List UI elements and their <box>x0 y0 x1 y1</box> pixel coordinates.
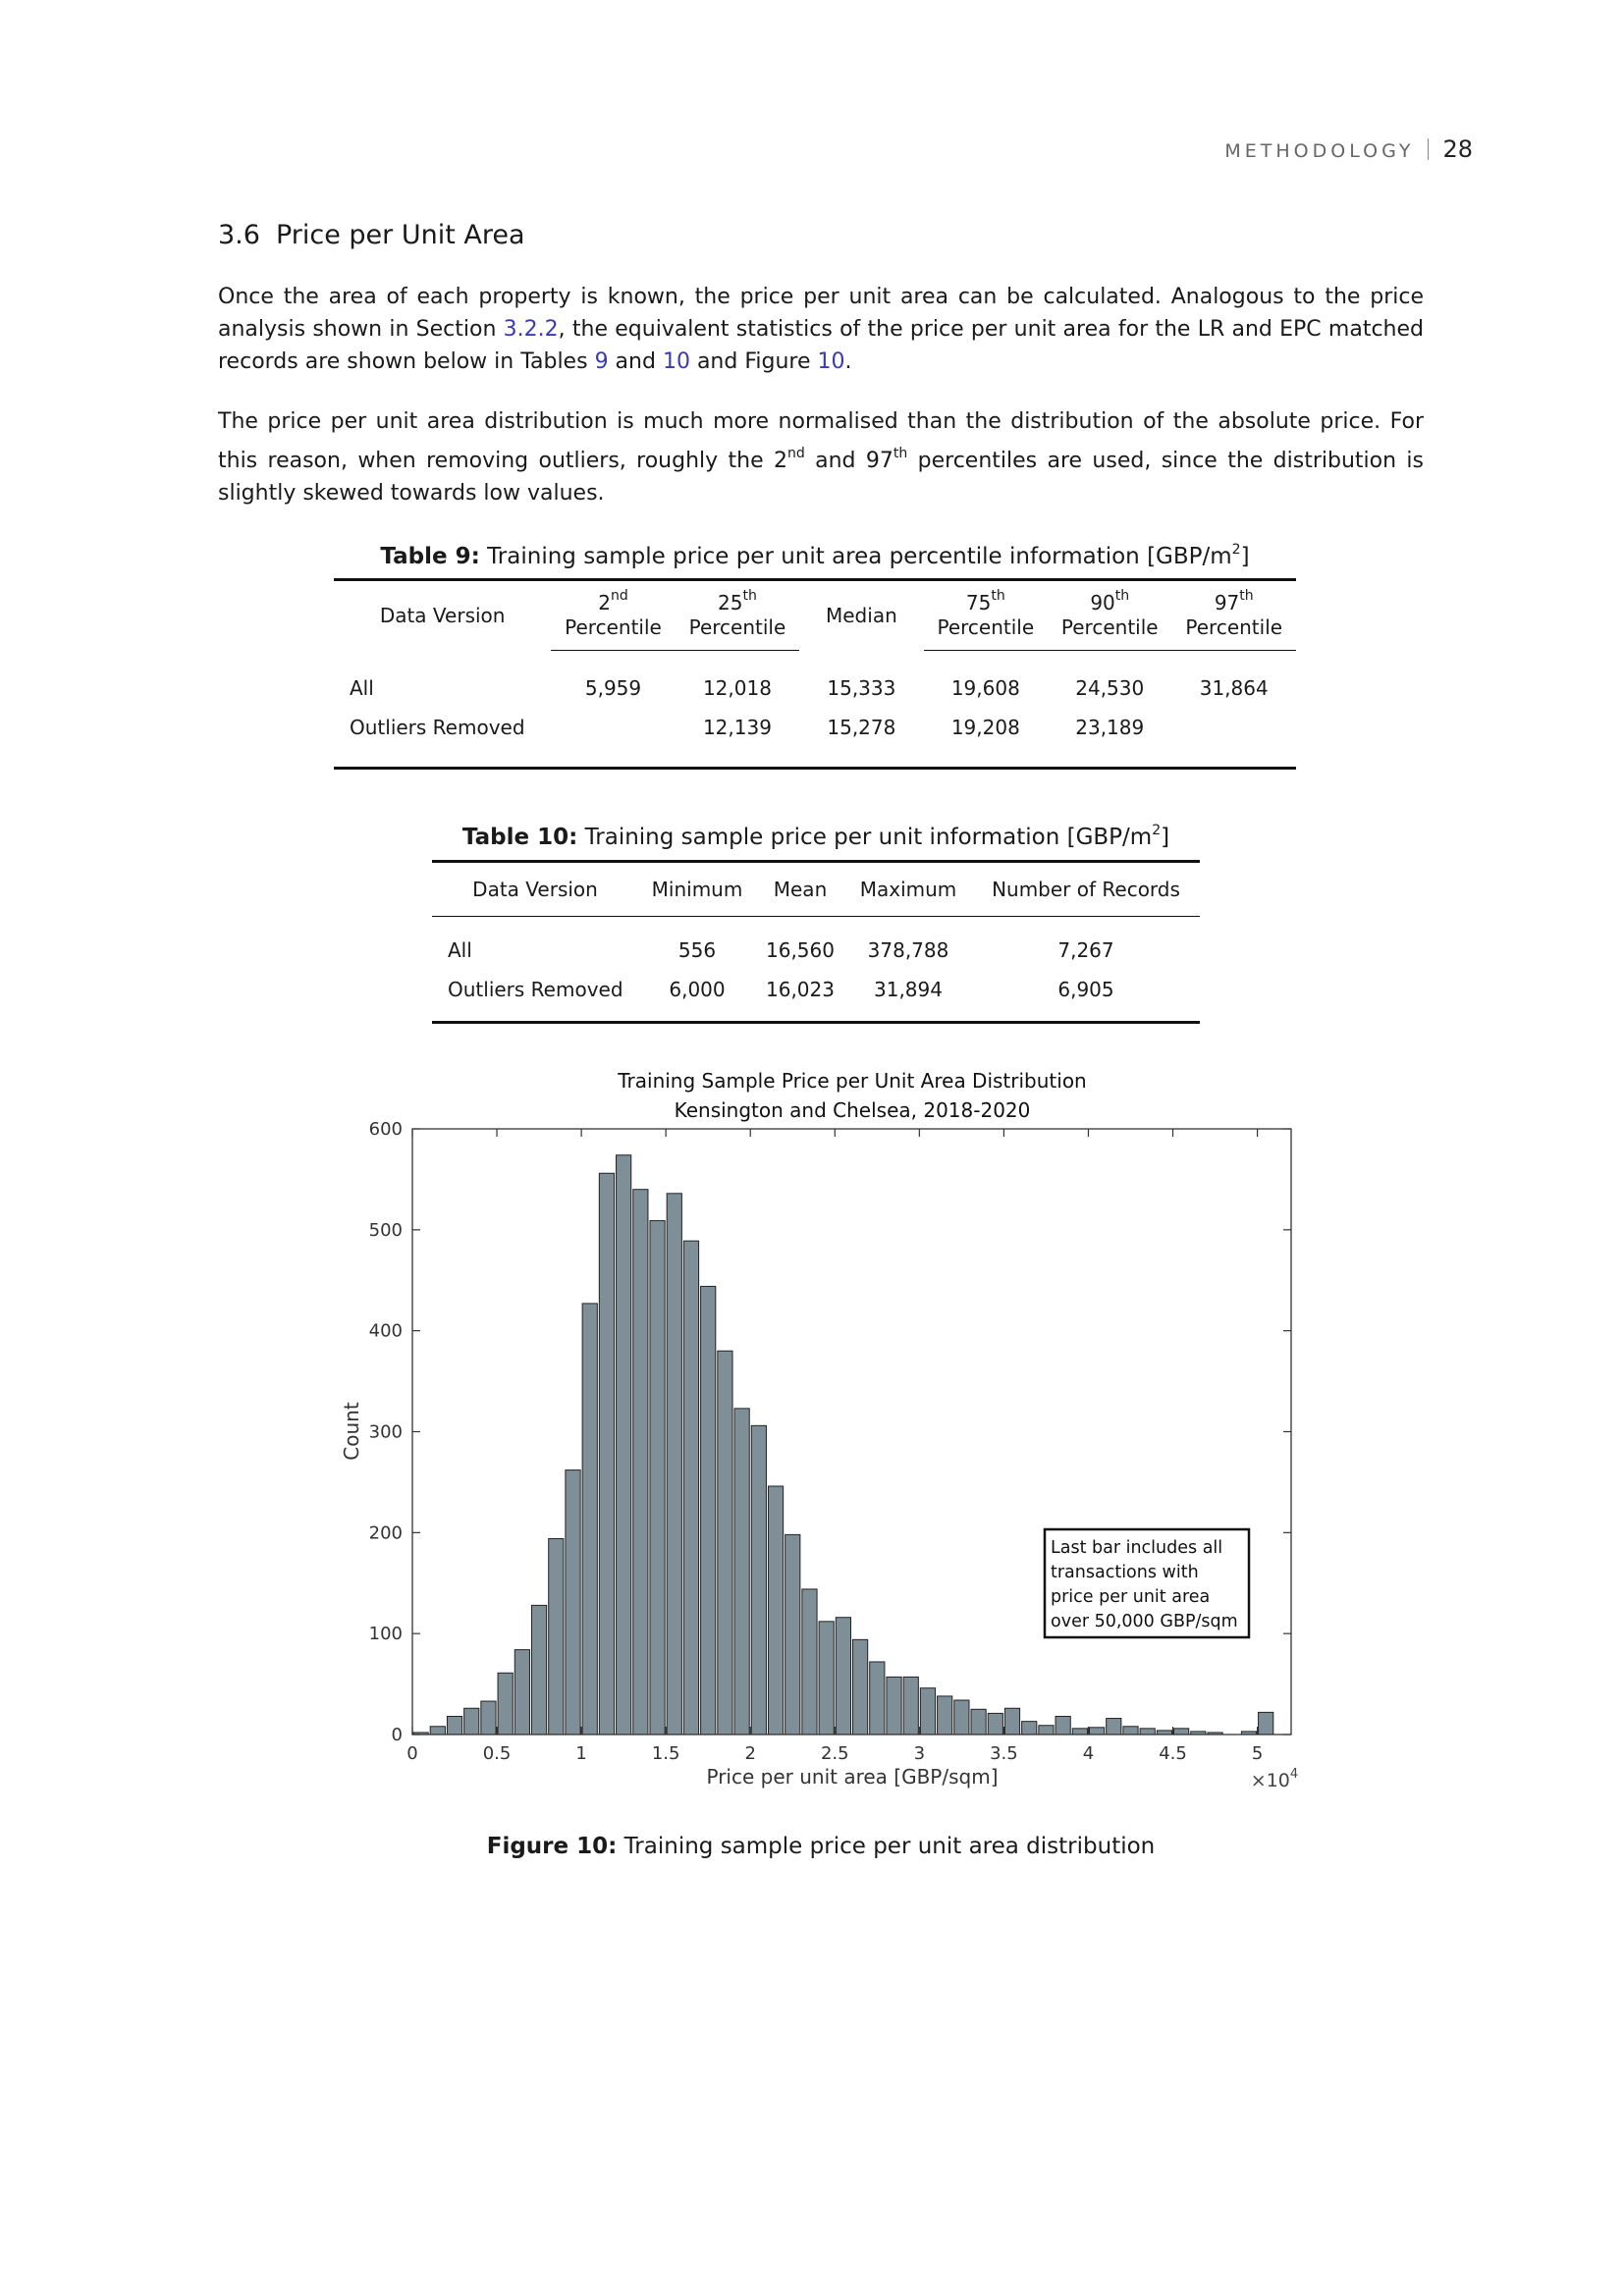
table10-header: Maximum <box>844 862 972 917</box>
histogram-bar <box>938 1696 952 1735</box>
table10-cell: 7,267 <box>1057 937 1114 962</box>
para1-text-5: . <box>844 349 852 374</box>
x-tick-label: 3.5 <box>990 1743 1018 1764</box>
y-tick-label: 500 <box>368 1219 403 1241</box>
histogram-bar <box>683 1241 698 1735</box>
histogram-bar <box>718 1351 732 1735</box>
histogram-bar <box>650 1221 665 1735</box>
histogram-bar <box>1140 1729 1155 1735</box>
y-tick-label: 300 <box>368 1421 403 1443</box>
table-row <box>432 968 1200 1023</box>
y-tick-label: 100 <box>368 1624 403 1645</box>
histogram-bar <box>836 1618 850 1735</box>
histogram-bar <box>768 1486 783 1735</box>
section-heading <box>218 220 525 250</box>
table10-cell: All <box>448 937 472 962</box>
x-tick-label: 0 <box>406 1743 418 1764</box>
table10-header: Minimum <box>638 862 756 917</box>
table10-cell: 6,905 <box>1057 977 1114 1001</box>
link-figure-10[interactable]: 10 <box>817 349 845 374</box>
page-number: 28 <box>1442 135 1473 163</box>
chart-subtitle: Kensington and Chelsea, 2018-2020 <box>674 1098 1031 1122</box>
link-table-9[interactable]: 9 <box>594 349 609 374</box>
table10-caption-end: ] <box>1161 825 1170 850</box>
para1-text-1: Once the area of each property is known, the price per unit area can be calculated. Analogous to the price analysis shown in Section <box>218 285 1424 342</box>
table9-header-data-version: Data Version <box>379 604 506 628</box>
para2-sup-2: th <box>893 446 908 461</box>
table10-caption-sup: 2 <box>1152 823 1162 838</box>
histogram-bar <box>1123 1727 1138 1735</box>
x-tick-label: 2 <box>744 1743 756 1764</box>
histogram-bar <box>447 1716 461 1735</box>
table9-cell <box>551 708 675 769</box>
table9-header-top: 97th <box>1214 587 1254 614</box>
histogram-bar <box>802 1589 817 1735</box>
table9-cell: 15,333 <box>827 675 896 700</box>
table9-cell: 15,278 <box>827 715 896 739</box>
table9-cell: 23,189 <box>1075 715 1145 739</box>
table9-caption-sup: 2 <box>1231 542 1241 558</box>
running-head-separator <box>1428 138 1429 160</box>
x-tick-label: 1 <box>575 1743 587 1764</box>
section-number: 3.6 <box>218 220 260 250</box>
y-tick-label: 200 <box>368 1522 403 1544</box>
table9-caption-text: Training sample price per unit area percentile information [GBP/m <box>479 544 1232 569</box>
x-axis-label: Price per unit area [GBP/sqm] <box>706 1765 999 1789</box>
running-head <box>1218 135 1473 163</box>
table10-header: Data Version <box>432 862 638 917</box>
histogram-bar <box>464 1708 479 1735</box>
annotation-line: Last bar includes all <box>1051 1538 1223 1558</box>
y-tick-label: 600 <box>368 1119 403 1140</box>
x-tick-label: 3 <box>913 1743 926 1764</box>
table9-cell: All <box>350 675 374 700</box>
histogram-chart <box>314 1050 1316 1806</box>
para2-text-1: The price per unit area distribution is much more normalised than the distribution of the absolute price. For this reason, when removing outliers, roughly the 2 <box>218 409 1424 473</box>
table9-header-bottom: Percentile <box>924 615 1048 651</box>
table9-cell: 31,864 <box>1199 675 1269 700</box>
annotation-line: price per unit area <box>1051 1587 1211 1607</box>
para2-text-3: percentiles are used, since the distribution is slightly skewed towards low values. <box>218 449 1424 506</box>
table10-label: Table 10: <box>461 825 578 850</box>
table10-caption-text: Training sample price per unit information [GBP/m <box>577 825 1153 850</box>
histogram-bar <box>1107 1719 1121 1735</box>
histogram-bar <box>599 1173 614 1735</box>
table-row <box>432 917 1200 968</box>
histogram-bar <box>819 1622 834 1735</box>
histogram-bar <box>1072 1729 1087 1735</box>
table9-cell <box>1171 708 1296 769</box>
histogram-bar <box>430 1727 445 1735</box>
histogram-bar <box>734 1409 749 1735</box>
x-multiplier-label: $\times 10^4$ <box>1250 1767 1299 1791</box>
table10-caption <box>432 823 1200 850</box>
bars-group <box>413 1155 1273 1735</box>
table9-header-top: 25th <box>718 587 757 614</box>
histogram-bar <box>751 1425 766 1735</box>
x-tick-label: 1.5 <box>651 1743 680 1764</box>
table9-header-median: Median <box>826 604 897 628</box>
table9-header-bottom: Percentile <box>676 615 799 651</box>
x-tick-label: 5 <box>1251 1743 1264 1764</box>
section-title: Price per Unit Area <box>275 220 525 250</box>
table-row <box>334 651 1296 708</box>
table9-header-bottom: Percentile <box>1171 615 1296 651</box>
histogram-bar <box>853 1639 868 1735</box>
annotation-line: over 50,000 GBP/sqm <box>1051 1612 1238 1631</box>
histogram-bar <box>531 1605 546 1735</box>
table-row <box>334 708 1296 769</box>
histogram-bar <box>1174 1729 1189 1735</box>
table10-cell: 31,894 <box>874 977 943 1001</box>
table9-cell: 5,959 <box>584 675 642 700</box>
table9-cell: 24,530 <box>1075 675 1145 700</box>
table9-header-top: 2nd <box>598 587 628 614</box>
table10-cell: Outliers Removed <box>448 977 623 1001</box>
histogram-bar <box>549 1539 564 1735</box>
y-axis-label: Count <box>340 1402 363 1461</box>
x-tick-label: 0.5 <box>482 1743 512 1764</box>
paragraph-outliers <box>218 405 1424 509</box>
table10-cell: 378,788 <box>867 937 949 962</box>
histogram-bar <box>1039 1726 1054 1735</box>
link-section-3-2-2[interactable]: 3.2.2 <box>503 317 559 342</box>
table9-cell: 19,208 <box>950 715 1020 739</box>
table10-cell: 16,023 <box>766 977 835 1001</box>
y-tick-label: 0 <box>391 1725 403 1745</box>
running-head-label: METHODOLOGY <box>1224 140 1415 162</box>
histogram-bar <box>633 1190 648 1735</box>
histogram-bar <box>498 1673 513 1735</box>
histogram-bar <box>1259 1712 1273 1735</box>
table10 <box>432 860 1200 1024</box>
histogram-bar <box>971 1709 986 1735</box>
para1-text-3: and <box>608 349 663 374</box>
annotation-box <box>1045 1529 1249 1637</box>
table10-cell: 6,000 <box>669 977 726 1001</box>
histogram-bar <box>514 1650 529 1735</box>
histogram-bar <box>1022 1722 1037 1735</box>
histogram-bar <box>617 1155 631 1735</box>
chart-title: Training Sample Price per Unit Area Distribution <box>618 1069 1087 1093</box>
para1-text-2: , the equivalent statistics of the price per unit area for the LR and EPC matched records are shown below in Tables <box>218 317 1424 374</box>
histogram-bar <box>785 1534 800 1735</box>
table9-cell: 19,608 <box>950 675 1020 700</box>
figure10-caption <box>218 1834 1424 1859</box>
x-tick-label: 4.5 <box>1159 1743 1187 1764</box>
table9-caption-end: ] <box>1240 544 1250 569</box>
histogram-bar <box>1089 1728 1104 1735</box>
histogram-bar <box>1056 1716 1070 1735</box>
para2-text-2: and 97 <box>804 449 893 473</box>
histogram-bar <box>566 1470 580 1735</box>
table9-header-top: 90th <box>1090 587 1130 614</box>
table10-cell: 16,560 <box>766 937 835 962</box>
table9-cell: 12,018 <box>702 675 772 700</box>
histogram-bar <box>667 1194 681 1735</box>
para1-text-4: and Figure <box>689 349 818 374</box>
histogram-bar <box>701 1286 716 1735</box>
link-table-10[interactable]: 10 <box>662 349 690 374</box>
table9-cell: Outliers Removed <box>350 715 525 739</box>
table10-cell: 556 <box>677 937 717 962</box>
table10-header: Number of Records <box>972 862 1200 917</box>
table10-header: Mean <box>756 862 844 917</box>
table9-label: Table 9: <box>380 544 480 569</box>
histogram-bar <box>870 1662 885 1735</box>
histogram-bar <box>582 1304 597 1735</box>
paragraph-intro <box>218 281 1424 378</box>
table9-header-top: 75th <box>965 587 1005 614</box>
figure10-caption-text: Training sample price per unit area distribution <box>617 1834 1156 1859</box>
histogram-bar <box>1004 1708 1019 1735</box>
table9-cell: 12,139 <box>702 715 772 739</box>
table9-header-bottom: Percentile <box>551 615 675 651</box>
table9-header-bottom: Percentile <box>1048 615 1171 651</box>
histogram-bar <box>903 1677 918 1735</box>
y-tick-label: 400 <box>368 1320 403 1342</box>
x-tick-label: 2.5 <box>820 1743 849 1764</box>
para2-sup-1: nd <box>787 446 805 461</box>
histogram-bar <box>954 1700 969 1735</box>
histogram-bar <box>887 1677 901 1735</box>
annotation-line: transactions with <box>1051 1563 1199 1582</box>
figure10-label: Figure 10: <box>486 1834 618 1859</box>
histogram-bar <box>481 1701 496 1735</box>
histogram-bar <box>988 1713 1002 1735</box>
histogram-bar <box>920 1688 935 1735</box>
table9-caption <box>334 542 1296 569</box>
table9 <box>334 578 1296 770</box>
x-tick-label: 4 <box>1082 1743 1095 1764</box>
